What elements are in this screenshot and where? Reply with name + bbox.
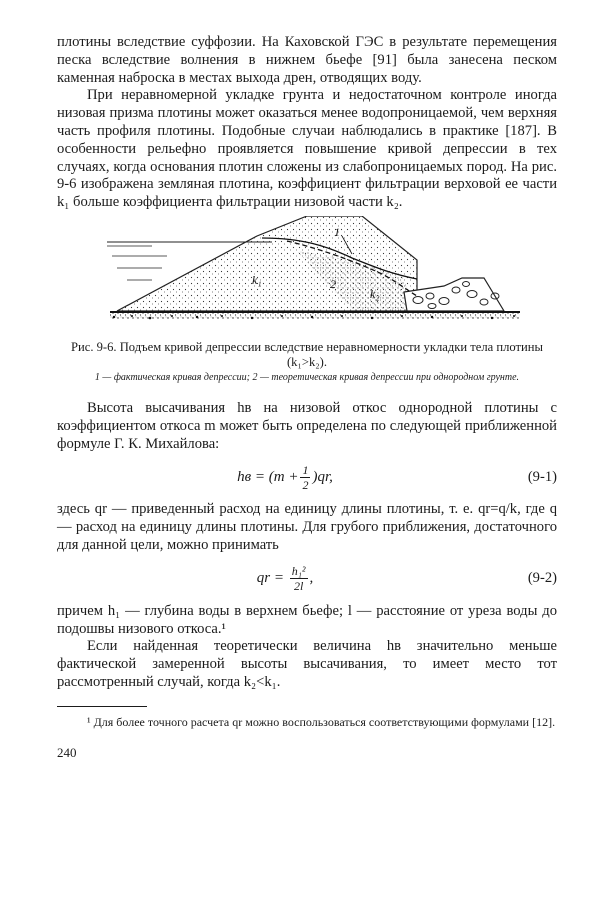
page-number: 240 [57, 745, 77, 761]
formula-9-1-numerator: 1 [302, 462, 309, 477]
curve-1-label: 1 [334, 224, 340, 239]
formula-9-2 [57, 555, 557, 603]
formula-9-2-lhs: qr [256, 570, 271, 587]
zone-k1-label: k₁ [252, 272, 262, 287]
footnote: ¹ Для более точного расчета qr можно воспользоваться соответствующими формулами [12]. [87, 714, 556, 729]
curve-2-label: 2 [330, 276, 336, 291]
formula-9-1-close: ) [312, 468, 318, 485]
figure-caption: Рис. 9-6. Подъем кривой депрессии вследствие неравномерности укладки тела плотины (k₁>k₂). [71, 339, 543, 369]
formula-9-2-number: (9-2) [527, 570, 557, 587]
formula-9-2-body [57, 564, 513, 593]
paragraph-2: При неравномерной укладке грунта и недостаточном контроле иногда низовая призма плотины может оказаться менее водопроницаемой, чем верхняя часть профиля плотины. Подобные случаи наблюдались в практике [187]. В особенности рельефно проявляется повышение кривой депрессии в тех случаях, когда основания плотин сложены из слабопроницаемых пород. На рис. 9-6 изображена земляная плотина, коэффициент фильтрации верховой ее части k₁ больше коэффициента фильтрации низовой части k₂. [57, 87, 557, 211]
paragraph-5: причем h₁ — глубина воды в верхнем бьефе; l — расстояние от уреза воды до подошвы низового откоса.¹ [57, 602, 557, 637]
formula-9-1-denominator: 2 [302, 477, 309, 492]
dam-figure [57, 216, 557, 336]
paragraph-4: здесь qr — приведенный расход на единицу длины плотины, т. е. qr=q/k, где q — расход на единицу длины плотины. Для грубого приближения, достаточного для данной цели, можно принимать [57, 501, 557, 553]
paragraph-3: Высота высачивания hв на низовой откос однородной плотины с коэффициентом откоса m может быть определена по следующей приближенной формуле Г. К. Михайлова: [57, 399, 557, 452]
page-body [57, 34, 557, 761]
formula-9-2-eq: = [273, 570, 284, 587]
formula-9-2-numerator: h₁² [291, 564, 306, 579]
formula-9-2-fraction [290, 564, 308, 593]
formula-9-1-fraction [300, 463, 310, 492]
formula-9-1-eq: = [254, 468, 265, 485]
foundation [110, 312, 520, 319]
formula-9-1-number: (9-1) [527, 468, 557, 485]
figure-legend: 1 — фактическая кривая депрессии; 2 — теоретическая кривая депрессии при однородном грунте. [94, 371, 520, 383]
dam-cross-section-diagram [52, 216, 562, 336]
formula-9-1 [57, 453, 557, 501]
formula-9-1-open: (m + [268, 468, 299, 485]
paragraph-6: Если найденная теоретически величина hв значительно меньше фактической замеренной высоты высачивания, то имеет место тот рассмотренный случай, когда k₂<k₁. [57, 638, 557, 690]
zone-k2-label: k₂ [370, 286, 380, 301]
formula-9-1-tail: qr, [317, 468, 333, 485]
formula-9-1-body [57, 463, 513, 492]
paragraph-1: плотины вследствие суффозии. На Каховской ГЭС в результате перемещения песка вследствие волнения в нижнем бьефе [91] была занесена песком каменная наброска в местах выхода дрен, отводящих воду. [57, 34, 557, 86]
footnote-separator [57, 706, 147, 707]
formula-9-1-lhs: hв [237, 468, 252, 485]
formula-9-2-denominator: 2l [293, 579, 304, 594]
dam-body [117, 216, 504, 311]
formula-9-2-tail: , [309, 570, 314, 587]
